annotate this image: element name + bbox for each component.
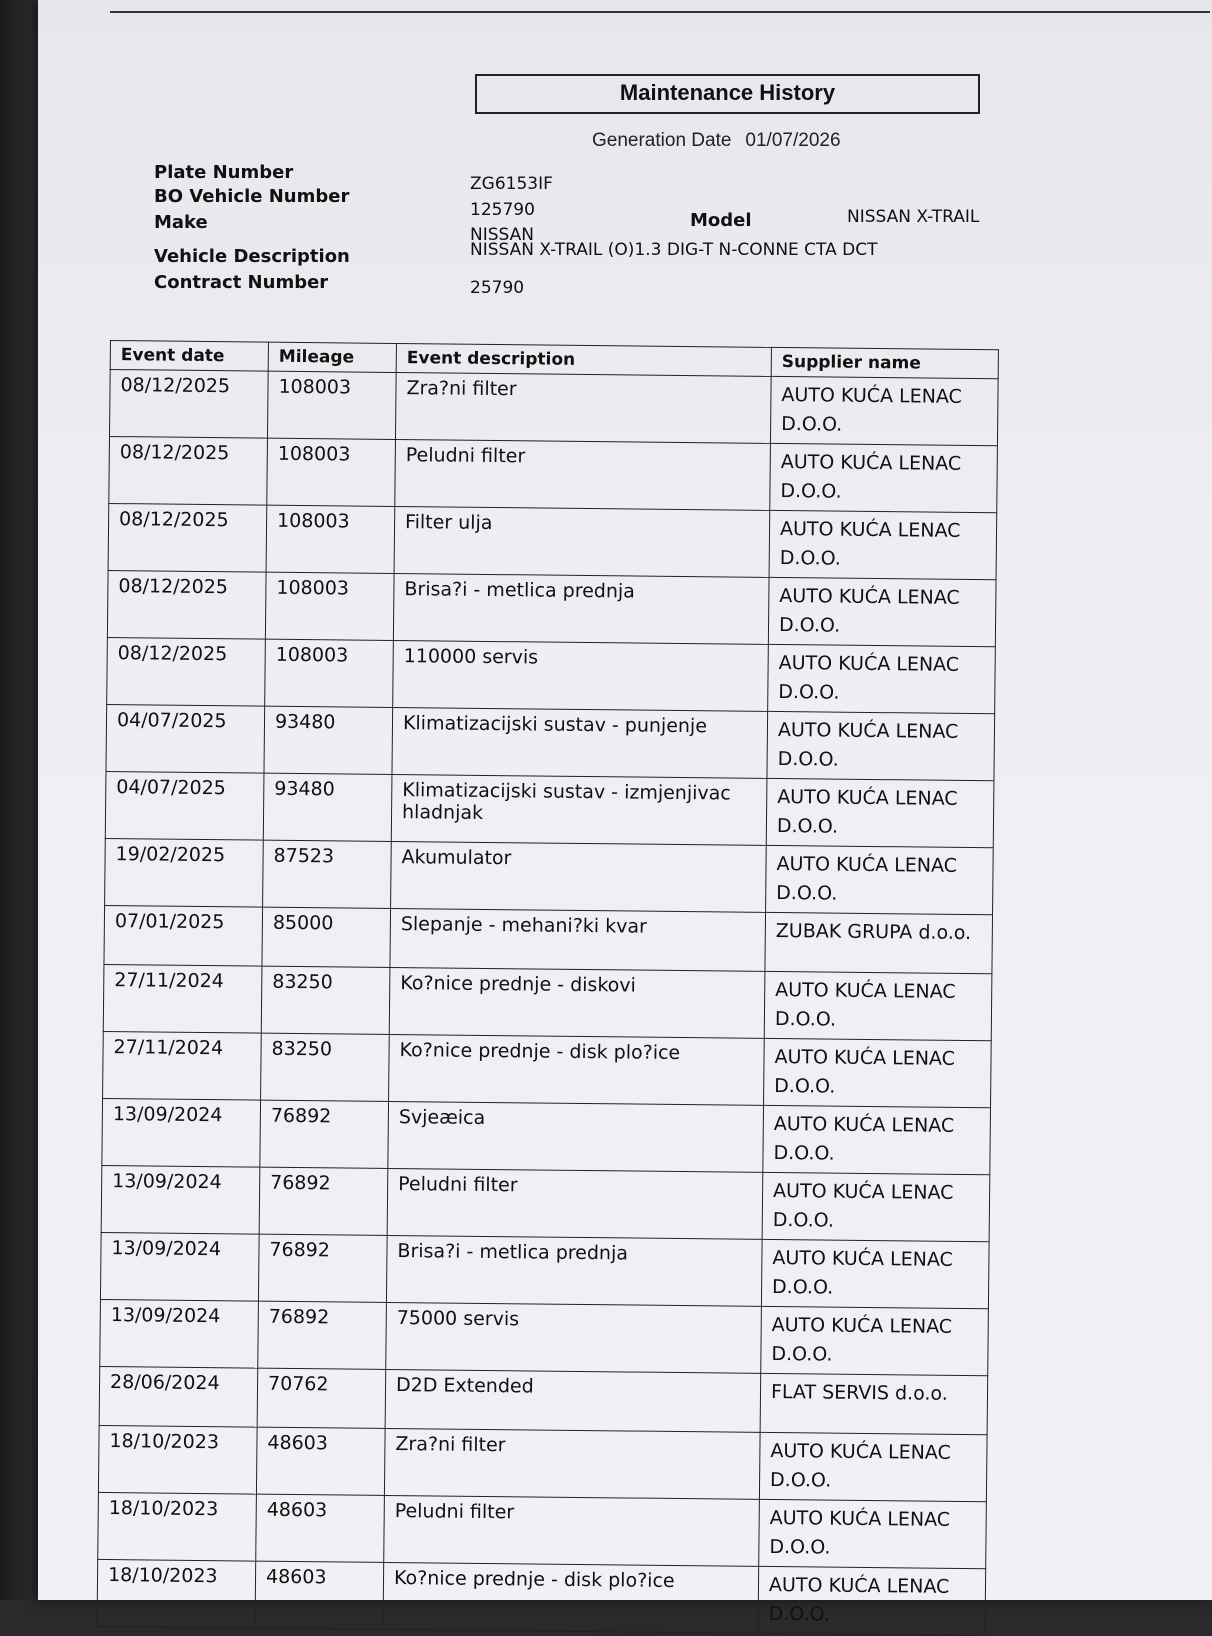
cell-event-description: Ko?nice prednje - disk plo?ice (389, 1034, 765, 1105)
cell-event-date: 13/09/2024 (101, 1165, 260, 1234)
cell-event-description: 110000 servis (393, 640, 769, 711)
cell-event-description: Brisa?i - metlica prednja (393, 573, 769, 644)
table-row (102, 1098, 991, 1174)
table-row (98, 1492, 987, 1568)
table-row (109, 436, 998, 512)
contract-value: 25790 (470, 278, 525, 298)
table-row (109, 370, 998, 446)
table-row (100, 1299, 989, 1375)
model-value: NISSAN X-TRAIL (847, 207, 980, 227)
table-row (98, 1425, 987, 1501)
table-row (97, 1559, 986, 1635)
cell-mileage: 48603 (256, 1494, 385, 1562)
cell-event-date: 08/12/2025 (109, 436, 268, 505)
cell-mileage: 76892 (258, 1234, 387, 1302)
cell-mileage: 48603 (256, 1427, 385, 1495)
cell-supplier-name: AUTO KUĆA LENAC D.O.O. (769, 510, 997, 579)
generation-date-label: Generation Date (592, 130, 732, 151)
cell-supplier-name: AUTO KUĆA LENAC D.O.O. (768, 644, 996, 713)
cell-mileage: 70762 (257, 1368, 386, 1428)
cell-supplier-name: AUTO KUĆA LENAC D.O.O. (761, 1239, 989, 1308)
cell-mileage: 48603 (255, 1561, 384, 1629)
table-row (103, 1031, 992, 1107)
cell-event-date: 04/07/2025 (106, 704, 265, 773)
cell-supplier-name: AUTO KUĆA LENAC D.O.O. (759, 1499, 987, 1568)
header-event-description: Event description (396, 344, 771, 377)
cell-mileage: 108003 (266, 505, 395, 573)
cell-mileage: 108003 (265, 639, 394, 707)
cell-event-description: Zra?ni filter (384, 1428, 760, 1499)
cell-event-date: 08/12/2025 (108, 503, 267, 572)
cell-mileage: 76892 (260, 1100, 389, 1168)
cell-supplier-name: FLAT SERVIS d.o.o. (760, 1373, 988, 1434)
cell-event-date: 27/11/2024 (103, 1031, 262, 1100)
cell-supplier-name: AUTO KUĆA LENAC D.O.O. (761, 1306, 989, 1375)
cell-event-date: 27/11/2024 (103, 964, 262, 1033)
cell-event-description: Slepanje - mehani?ki kvar (390, 908, 766, 971)
cell-mileage: 108003 (267, 438, 396, 506)
table-row (106, 704, 995, 780)
cell-supplier-name: AUTO KUĆA LENAC D.O.O. (766, 778, 994, 847)
table-row (105, 771, 994, 847)
maintenance-table (97, 340, 999, 1636)
cell-event-date: 18/10/2023 (98, 1425, 257, 1494)
cell-event-date: 08/12/2025 (109, 370, 268, 439)
cell-supplier-name: AUTO KUĆA LENAC D.O.O. (759, 1432, 987, 1501)
cell-event-date: 07/01/2025 (104, 905, 263, 966)
cell-supplier-name: AUTO KUĆA LENAC D.O.O. (767, 711, 995, 780)
cell-mileage: 76892 (258, 1301, 387, 1369)
cell-supplier-name: AUTO KUĆA LENAC D.O.O. (763, 1105, 991, 1174)
cell-event-date: 13/09/2024 (100, 1232, 259, 1301)
cell-event-description: 75000 servis (386, 1302, 762, 1373)
cell-event-date: 18/10/2023 (97, 1559, 256, 1628)
cell-mileage: 108003 (267, 371, 396, 439)
cell-event-date: 08/12/2025 (107, 637, 266, 706)
cell-supplier-name: AUTO KUĆA LENAC D.O.O. (764, 1038, 992, 1107)
cell-mileage: 87523 (263, 840, 392, 908)
cell-event-date: 19/02/2025 (105, 838, 264, 907)
cell-mileage: 108003 (265, 572, 394, 640)
cell-supplier-name: AUTO KUĆA LENAC D.O.O. (758, 1566, 986, 1635)
cell-event-description: Akumulator (391, 841, 767, 912)
cell-event-date: 13/09/2024 (100, 1299, 259, 1368)
contract-label: Contract Number (154, 272, 329, 293)
cell-mileage: 93480 (263, 773, 392, 841)
vehicle-info (118, 162, 998, 302)
cell-event-description: Ko?nice prednje - disk plo?ice (383, 1562, 759, 1633)
generation-date-value: 01/07/2026 (745, 130, 841, 151)
cell-event-description: Peludni filter (387, 1168, 763, 1239)
make-value: NISSAN (470, 225, 534, 245)
generation-date (592, 130, 855, 152)
cell-supplier-name: AUTO KUĆA LENAC D.O.O. (768, 577, 996, 646)
header-supplier-name: Supplier name (771, 347, 998, 378)
cell-event-description: Filter ulja (394, 506, 770, 577)
plate-label: Plate Number (154, 162, 294, 183)
header-event-date: Event date (110, 341, 268, 372)
cell-event-date: 13/09/2024 (102, 1098, 261, 1167)
table-row (101, 1165, 990, 1241)
description-label: Vehicle Description (154, 246, 350, 267)
top-divider (110, 11, 1210, 13)
table-row (108, 503, 997, 579)
cell-event-description: Peludni filter (395, 439, 771, 510)
cell-supplier-name: AUTO KUĆA LENAC D.O.O. (770, 443, 998, 512)
cell-event-date: 08/12/2025 (107, 570, 266, 639)
cell-event-description: Klimatizacijski sustav - punjenje (392, 707, 768, 778)
cell-mileage: 76892 (259, 1167, 388, 1235)
cell-event-date: 18/10/2023 (98, 1492, 257, 1561)
cell-mileage: 83250 (261, 1033, 390, 1101)
cell-event-description: Brisa?i - metlica prednja (386, 1235, 762, 1306)
cell-supplier-name: ZUBAK GRUPA d.o.o. (765, 912, 993, 973)
cell-event-description: Ko?nice prednje - diskovi (389, 967, 765, 1038)
model-label: Model (690, 210, 752, 231)
cell-event-date: 04/07/2025 (105, 771, 264, 840)
document-title: Maintenance History (475, 74, 980, 114)
description-value: NISSAN X-TRAIL (O)1.3 DIG-T N-CONNE CTA DCT (470, 240, 878, 260)
cell-supplier-name: AUTO KUĆA LENAC D.O.O. (764, 971, 992, 1040)
bo-label: BO Vehicle Number (154, 186, 350, 207)
table-row (107, 570, 996, 646)
cell-event-date: 28/06/2024 (99, 1366, 258, 1427)
cell-event-description: Zra?ni filter (395, 372, 771, 443)
table-row (103, 964, 992, 1040)
table-row (104, 905, 993, 973)
cell-supplier-name: AUTO KUĆA LENAC D.O.O. (770, 376, 998, 445)
cell-event-description: Peludni filter (384, 1495, 760, 1566)
table-row (99, 1366, 988, 1434)
cell-mileage: 93480 (264, 706, 393, 774)
table-row (107, 637, 996, 713)
cell-mileage: 83250 (261, 966, 390, 1034)
table-row (105, 838, 994, 914)
header-mileage: Mileage (268, 342, 396, 372)
cell-mileage: 85000 (262, 907, 391, 967)
cell-supplier-name: AUTO KUĆA LENAC D.O.O. (762, 1172, 990, 1241)
table-row (100, 1232, 989, 1308)
cell-event-description: Svjeæica (388, 1101, 764, 1172)
cell-event-description: Klimatizacijski sustav - izmjenjivac hladnjak (391, 774, 767, 845)
cell-supplier-name: AUTO KUĆA LENAC D.O.O. (766, 845, 994, 914)
make-label: Make (154, 212, 208, 233)
plate-value: ZG6153IF (470, 174, 553, 194)
cell-event-description: D2D Extended (385, 1369, 761, 1432)
bo-value: 125790 (470, 200, 535, 220)
